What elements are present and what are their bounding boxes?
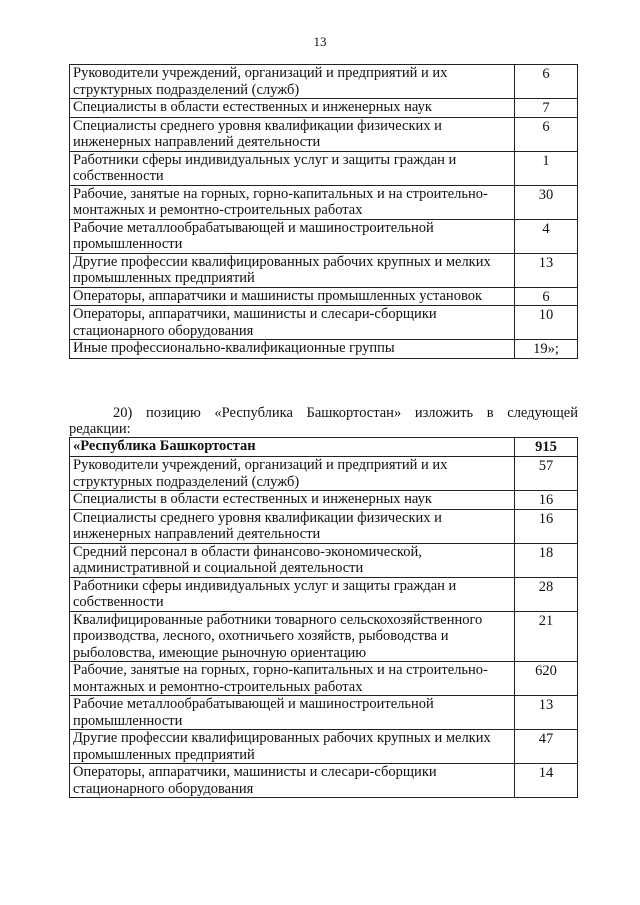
row-value: 18 bbox=[515, 543, 578, 577]
region-total: 915 bbox=[515, 438, 578, 457]
table-row bbox=[70, 219, 578, 253]
table-row bbox=[70, 117, 578, 151]
row-value: 21 bbox=[515, 611, 578, 662]
row-value: 57 bbox=[515, 457, 578, 491]
row-label: Специалисты в области естественных и инженерных наук bbox=[70, 491, 515, 510]
table-row bbox=[70, 340, 578, 359]
table-row bbox=[70, 306, 578, 340]
row-label: Рабочие металлообрабатывающей и машиностроительной промышленности bbox=[70, 696, 515, 730]
table-row bbox=[70, 185, 578, 219]
row-label: Операторы, аппаратчики и машинисты промышленных установок bbox=[70, 287, 515, 306]
region-header-row bbox=[70, 438, 578, 457]
row-label: Руководители учреждений, организаций и предприятий и их структурных подразделений (служб) bbox=[70, 457, 515, 491]
row-label: Работники сферы индивидуальных услуг и защиты граждан и собственности bbox=[70, 577, 515, 611]
row-value: 6 bbox=[515, 287, 578, 306]
table-row bbox=[70, 65, 578, 99]
row-value: 6 bbox=[515, 65, 578, 99]
table-row bbox=[70, 287, 578, 306]
row-value: 10 bbox=[515, 306, 578, 340]
row-value: 13 bbox=[515, 253, 578, 287]
row-label: Руководители учреждений, организаций и предприятий и их структурных подразделений (служб) bbox=[70, 65, 515, 99]
row-label: Другие профессии квалифицированных рабочих крупных и мелких промышленных предприятий bbox=[70, 730, 515, 764]
row-label: Средний персонал в области финансово-экономической, административной и социальной деятельности bbox=[70, 543, 515, 577]
row-value: 6 bbox=[515, 117, 578, 151]
row-label: Квалифицированные работники товарного сельскохозяйственного производства, лесного, охотничьего хозяйств, рыбоводства и рыболовства, имеющие рыночную ориентацию bbox=[70, 611, 515, 662]
table-row bbox=[70, 662, 578, 696]
table-row bbox=[70, 577, 578, 611]
amendment-instruction: 20) позицию «Республика Башкортостан» изложить в следующей редакции: bbox=[69, 405, 578, 437]
table-row bbox=[70, 491, 578, 510]
table-row bbox=[70, 99, 578, 118]
row-value: 28 bbox=[515, 577, 578, 611]
table-row bbox=[70, 696, 578, 730]
row-value: 16 bbox=[515, 509, 578, 543]
row-label: Специалисты среднего уровня квалификации физических и инженерных направлений деятельности bbox=[70, 509, 515, 543]
row-label: Специалисты в области естественных и инженерных наук bbox=[70, 99, 515, 118]
row-value: 7 bbox=[515, 99, 578, 118]
row-label: Операторы, аппаратчики, машинисты и слесари-сборщики стационарного оборудования bbox=[70, 764, 515, 798]
table-row bbox=[70, 457, 578, 491]
row-value: 14 bbox=[515, 764, 578, 798]
row-value: 19»; bbox=[515, 340, 578, 359]
row-label: Другие профессии квалифицированных рабочих крупных и мелких промышленных предприятий bbox=[70, 253, 515, 287]
row-label: Рабочие, занятые на горных, горно-капитальных и на строительно-монтажных и ремонтно-строительных работах bbox=[70, 662, 515, 696]
row-label: Работники сферы индивидуальных услуг и защиты граждан и собственности bbox=[70, 151, 515, 185]
row-label: Операторы, аппаратчики, машинисты и слесари-сборщики стационарного оборудования bbox=[70, 306, 515, 340]
table-row bbox=[70, 730, 578, 764]
table-row bbox=[70, 151, 578, 185]
row-value: 30 bbox=[515, 185, 578, 219]
row-value: 4 bbox=[515, 219, 578, 253]
row-label: Рабочие, занятые на горных, горно-капитальных и на строительно-монтажных и ремонтно-строительных работах bbox=[70, 185, 515, 219]
page-number: 13 bbox=[313, 34, 327, 49]
table-row bbox=[70, 611, 578, 662]
table-row bbox=[70, 253, 578, 287]
row-value: 47 bbox=[515, 730, 578, 764]
row-value: 620 bbox=[515, 662, 578, 696]
row-value: 13 bbox=[515, 696, 578, 730]
row-value: 16 bbox=[515, 491, 578, 510]
row-value: 1 bbox=[515, 151, 578, 185]
table-row bbox=[70, 543, 578, 577]
row-label: Иные профессионально-квалификационные группы bbox=[70, 340, 515, 359]
table-row bbox=[70, 509, 578, 543]
occupation-table-continued bbox=[69, 64, 578, 359]
bashkortostan-table bbox=[69, 437, 578, 798]
table-row bbox=[70, 764, 578, 798]
row-label: Рабочие металлообрабатывающей и машиностроительной промышленности bbox=[70, 219, 515, 253]
row-label: Специалисты среднего уровня квалификации физических и инженерных направлений деятельности bbox=[70, 117, 515, 151]
region-name: «Республика Башкортостан bbox=[70, 438, 515, 457]
